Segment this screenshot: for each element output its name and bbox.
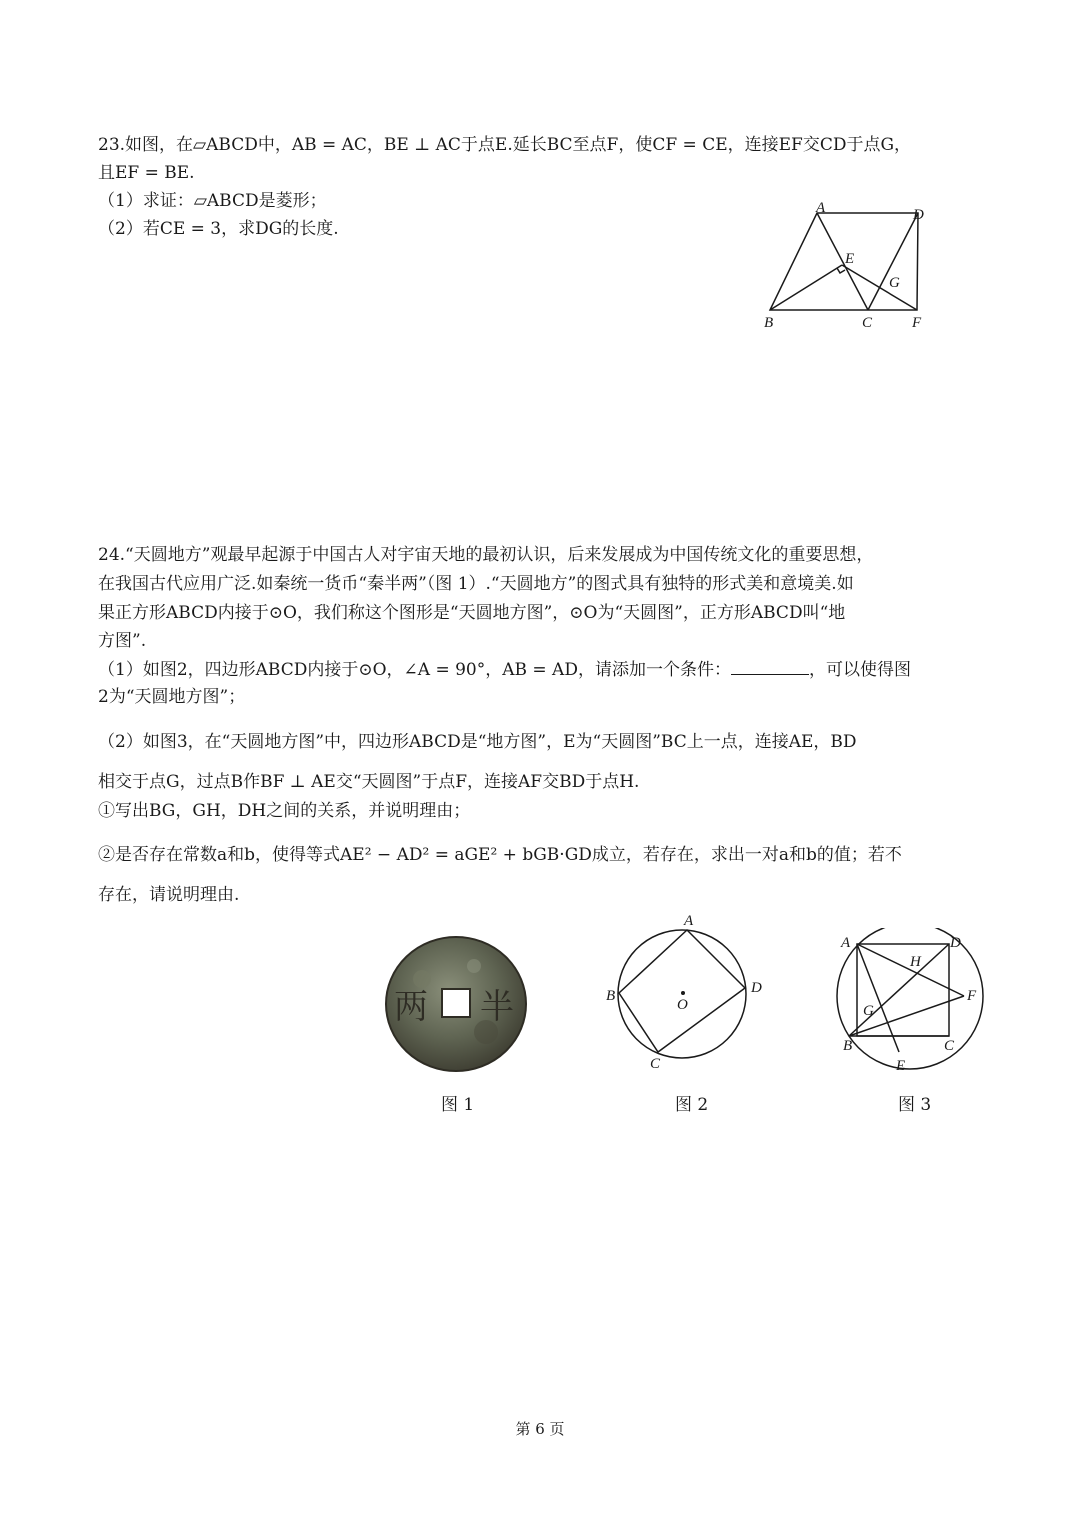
caption-figure-2: 图 2: [675, 1095, 709, 1115]
q23-label-D: D: [913, 207, 924, 223]
q23-label-B: B: [764, 315, 774, 331]
q24-part-1-cont: 2为“天圆地方图”；: [98, 687, 246, 707]
figure-2-square-in-circle: [600, 906, 770, 1076]
q23-part-2: （2）若CE = 3，求DG的长度.: [98, 219, 339, 239]
caption-figure-1: 图 1: [441, 1095, 475, 1115]
q24-line-2: 在我国古代应用广泛.如秦统一货币“秦半两”（图 1）.“天圆地方”的图式具有独特的形式美和意境美.如: [98, 574, 854, 594]
q23-line-2: 且EF = BE.: [98, 163, 195, 183]
fig3-label-G: G: [863, 1003, 874, 1019]
q23-part-1: （1）求证：▱ABCD是菱形；: [98, 191, 327, 211]
fig3-label-C: C: [944, 1038, 955, 1054]
q24-part-2: （2）如图3，在“天圆地方图”中，四边形ABCD是“地方图”，E为“天圆图”BC上一点，连接AE，BD: [98, 732, 857, 752]
q23-line-1: 23.如图，在▱ABCD中，AB = AC，BE ⊥ AC于点E.延长BC至点F，使CF = CE，连接EF交CD于点G，: [98, 135, 912, 155]
q23-label-C: C: [862, 315, 873, 331]
q24-line-4: 方图”.: [98, 631, 147, 651]
fig2-label-B: B: [606, 988, 616, 1004]
q24-line-3: 果正方形ABCD内接于⊙O，我们称这个图形是“天圆地方图”，⊙O为“天圆图”，正方形ABCD叫“地: [98, 603, 846, 623]
qin-banliang-coin-image: [382, 934, 530, 1074]
figure-3-square-in-circle: [828, 928, 993, 1076]
fig3-label-H: H: [910, 954, 921, 970]
answer-blank[interactable]: [731, 658, 809, 675]
fig3-label-A: A: [841, 935, 851, 951]
q23-label-A: A: [816, 200, 826, 216]
q24-part-1: [98, 658, 911, 681]
q24-part-1-text: （1）如图2，四边形ABCD内接于⊙O，∠A = 90°，AB = AD，请添加一个条件：: [98, 660, 731, 680]
q24-sub-1: ①写出BG，GH，DH之间的关系，并说明理由；: [98, 801, 471, 821]
coin-char-liang: 两: [394, 987, 428, 1027]
fig3-label-F: F: [967, 988, 977, 1004]
q24-sub-2-cont: 存在，请说明理由.: [98, 885, 240, 905]
fig2-label-O: O: [677, 997, 688, 1013]
q24-part-2-cont: 相交于点G，过点B作BF ⊥ AE交“天圆图”于点F，连接AF交BD于点H.: [98, 772, 640, 792]
q23-label-G: G: [889, 275, 900, 291]
caption-figure-3: 图 3: [898, 1095, 932, 1115]
fig2-label-A: A: [684, 913, 694, 929]
fig2-label-D: D: [751, 980, 762, 996]
q23-parallelogram-figure: [750, 200, 940, 335]
q24-part-1-tail: ，可以使得图: [808, 660, 911, 680]
q24-line-1: 24.“天圆地方”观最早起源于中国古人对宇宙天地的最初认识，后来发展成为中国传统文化的重要思想，: [98, 545, 874, 565]
fig3-label-B: B: [843, 1038, 853, 1054]
coin-char-ban: 半: [480, 987, 514, 1027]
q23-label-F: F: [912, 315, 922, 331]
fig3-label-D: D: [950, 935, 961, 951]
fig2-label-C: C: [650, 1056, 661, 1072]
page-number: 第 6 页: [515, 1420, 565, 1438]
fig3-label-E: E: [896, 1058, 906, 1074]
q23-label-E: E: [845, 251, 855, 267]
q24-sub-2: ②是否存在常数a和b，使得等式AE² − AD² = aGE² + bGB·GD成立，若存在，求出一对a和b的值；若不: [98, 845, 902, 865]
